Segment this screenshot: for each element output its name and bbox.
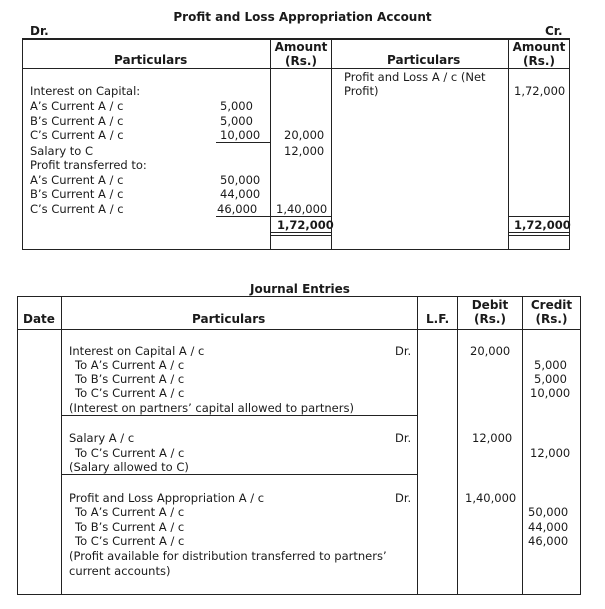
pl-left-sub-2: 5,000 [220, 114, 253, 128]
journal-col-divider-date [61, 296, 62, 595]
pl-header-amount-left [271, 40, 331, 68]
entry-1-line-0: Interest on Capital A / c [69, 344, 205, 358]
entry-1-credit-1: 5,000 [534, 358, 567, 372]
pl-total-line-left-bot1 [271, 232, 331, 233]
entry-1-dr: Dr. [395, 344, 412, 358]
pl-header-amount-left-1: Amount [274, 40, 328, 54]
entry-1-credit-3: 10,000 [530, 386, 571, 400]
pl-left-amount-4: 12,000 [284, 144, 325, 158]
pl-left-border [22, 38, 23, 250]
entry-1-separator [61, 415, 417, 416]
pl-col-divider-1 [270, 38, 271, 250]
journal-header-date: Date [23, 312, 55, 326]
pl-left-row-2: B’s Current A / c [30, 114, 124, 128]
entry-3-narration-1: (Profit available for distribution transferred to partners’ [69, 549, 387, 563]
pl-left-row-5: Profit transferred to: [30, 158, 147, 172]
journal-header-credit-1: Credit [530, 298, 573, 312]
pl-header-amount-right [509, 40, 569, 68]
pl-subtotal-line-2 [216, 216, 270, 217]
dr-label: Dr. [30, 24, 49, 38]
entry-1-line-1: To A’s Current A / c [75, 358, 185, 372]
pl-total-left: 1,72,000 [277, 218, 334, 232]
journal-title: Journal Entries [250, 282, 350, 296]
pl-left-row-6: A’s Current A / c [30, 173, 124, 187]
entry-2-separator [61, 474, 417, 475]
pl-account-title-text: Profit and Loss Appropriation Account [173, 10, 432, 24]
pl-total-line-right-bot1 [509, 232, 569, 233]
pl-header-amount-right-1: Amount [512, 40, 566, 54]
pl-left-sub-7: 44,000 [220, 187, 261, 201]
pl-right-row-1: Profit) [344, 84, 379, 98]
entry-2-line-0: Salary A / c [69, 431, 135, 445]
entry-3-line-2: To B’s Current A / c [75, 520, 185, 534]
entry-3-debit: 1,40,000 [465, 491, 517, 505]
journal-header-credit-2: (Rs.) [535, 312, 568, 326]
journal-col-divider-lf [457, 296, 458, 595]
pl-left-row-8: C’s Current A / c [30, 202, 124, 216]
pl-left-sub-6: 50,000 [220, 173, 261, 187]
entry-1-debit: 20,000 [470, 344, 511, 358]
entry-3-dr: Dr. [395, 491, 412, 505]
entry-1-line-3: To C’s Current A / c [75, 386, 185, 400]
pl-left-sub-1: 5,000 [220, 99, 253, 113]
entry-3-line-0: Profit and Loss Appropriation A / c [69, 491, 265, 505]
entry-1-line-2: To B’s Current A / c [75, 372, 185, 386]
pl-total-line-right-bot2 [509, 235, 569, 236]
pl-account-title [0, 10, 605, 24]
pl-left-sub-3: 10,000 [220, 128, 261, 142]
pl-left-row-0: Interest on Capital: [30, 84, 141, 98]
entry-3-narration-2: current accounts) [69, 564, 171, 578]
journal-header-debit-1: Debit [471, 298, 509, 312]
pl-header-particulars-left: Particulars [114, 53, 188, 67]
pl-left-row-4: Salary to C [30, 144, 94, 158]
pl-left-amount-8: 1,40,000 [276, 202, 328, 216]
journal-right-border [580, 296, 581, 595]
pl-right-row-0: Profit and Loss A / c (Net [344, 70, 486, 84]
pl-left-sub-8: 46,000 [217, 202, 258, 216]
entry-2-narration: (Salary allowed to C) [69, 460, 189, 474]
pl-total-line-right-top [509, 216, 569, 217]
pl-left-row-1: A’s Current A / c [30, 99, 124, 113]
journal-header-debit [458, 298, 522, 326]
entry-3-credit-2: 44,000 [528, 520, 569, 534]
pl-right-amount-1: 1,72,000 [514, 84, 566, 98]
entry-1-narration: (Interest on partners’ capital allowed to partners) [69, 401, 354, 415]
pl-total-line-left-top [271, 216, 331, 217]
journal-header-credit [523, 298, 580, 326]
pl-subtotal-line-1 [216, 142, 270, 143]
pl-col-divider-3 [508, 38, 509, 250]
journal-left-border [17, 296, 18, 595]
journal-col-divider-particulars [417, 296, 418, 595]
pl-header-particulars-right: Particulars [387, 53, 461, 67]
entry-3-credit-1: 50,000 [528, 505, 569, 519]
pl-left-amount-3: 20,000 [284, 128, 325, 142]
cr-label: Cr. [545, 24, 563, 38]
pl-left-row-3: C’s Current A / c [30, 128, 124, 142]
journal-header-divider [17, 329, 581, 330]
journal-bottom-border [17, 594, 581, 595]
pl-header-amount-right-2: (Rs.) [523, 54, 555, 68]
journal-header-debit-2: (Rs.) [474, 312, 506, 326]
journal-header-particulars: Particulars [192, 312, 266, 326]
entry-2-dr: Dr. [395, 431, 412, 445]
pl-bottom-border [22, 249, 570, 250]
entry-3-line-3: To C’s Current A / c [75, 534, 185, 548]
entry-2-debit: 12,000 [472, 431, 513, 445]
pl-total-right: 1,72,000 [514, 218, 571, 232]
pl-left-row-7: B’s Current A / c [30, 187, 124, 201]
entry-3-credit-3: 46,000 [528, 534, 569, 548]
journal-top-border [17, 296, 581, 297]
entry-2-line-1: To C’s Current A / c [75, 446, 185, 460]
pl-total-line-left-bot2 [271, 235, 331, 236]
journal-col-divider-debit [522, 296, 523, 595]
entry-3-line-1: To A’s Current A / c [75, 505, 185, 519]
entry-1-credit-2: 5,000 [534, 372, 567, 386]
journal-header-lf: L.F. [426, 312, 450, 326]
pl-header-amount-left-2: (Rs.) [285, 54, 317, 68]
entry-2-credit-1: 12,000 [530, 446, 571, 460]
pl-header-divider [22, 68, 570, 69]
